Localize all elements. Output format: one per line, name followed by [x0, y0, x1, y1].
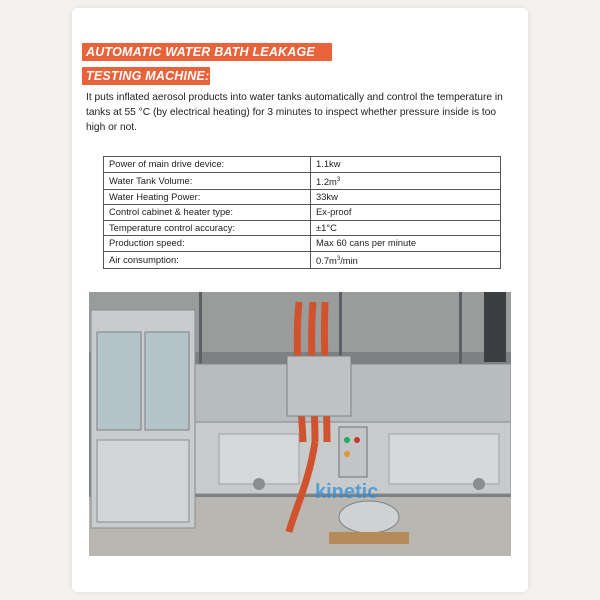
section-title-line-2: TESTING MACHINE: [82, 67, 210, 85]
spec-label: Air consumption: [104, 251, 311, 268]
spec-label: Water Heating Power: [104, 189, 311, 205]
spec-value [311, 220, 501, 236]
spec-value-text: 1.1kw [316, 158, 341, 170]
spec-value [311, 236, 501, 252]
spec-row [104, 172, 501, 189]
machine-photo-illustration [89, 292, 511, 556]
machine-description [86, 90, 516, 135]
spec-value-superscript: 3 [336, 255, 341, 262]
description-part-2: (by electrical heating) for 3 minutes to inspect whether pressure inside is too high or not. [86, 107, 497, 133]
spec-label: Control cabinet & heater type: [104, 205, 311, 221]
spec-label: Power of main drive device: [104, 157, 311, 173]
section-title-line-1: AUTOMATIC WATER BATH LEAKAGE [82, 43, 332, 61]
spec-label: Water Tank Volume: [104, 172, 311, 189]
spec-table [103, 156, 501, 269]
spec-value [311, 172, 501, 189]
spec-value-text: ±1°C [316, 221, 337, 233]
spec-value-superscript: 3 [336, 176, 341, 183]
spec-value [311, 251, 501, 268]
spec-label: Production speed: [104, 236, 311, 252]
spec-value-text: Ex-proof [316, 206, 352, 218]
description-unit: °C [138, 107, 151, 118]
spec-row [104, 205, 501, 221]
spec-label: Temperature control accuracy: [104, 220, 311, 236]
spec-value-suffix: /min [340, 254, 358, 266]
spec-row [104, 236, 501, 252]
spec-value [311, 157, 501, 173]
spec-value [311, 205, 501, 221]
spec-row [104, 189, 501, 205]
spec-row [104, 157, 501, 173]
spec-value-text: Max 60 cans per minute [316, 237, 417, 249]
description-part-1: It puts inflated aerosol products into water tanks automatically and control the temperature in tanks at 55 [86, 92, 503, 118]
spec-row [104, 220, 501, 236]
spec-row [104, 251, 501, 268]
spec-value-text: 33kw [316, 190, 338, 202]
spec-value-text: 0.7m [316, 254, 337, 266]
spec-value-text: 1.2m [316, 175, 337, 187]
spec-value [311, 189, 501, 205]
watermark-logo: kinetic [315, 481, 379, 503]
machine-photo [89, 292, 511, 556]
